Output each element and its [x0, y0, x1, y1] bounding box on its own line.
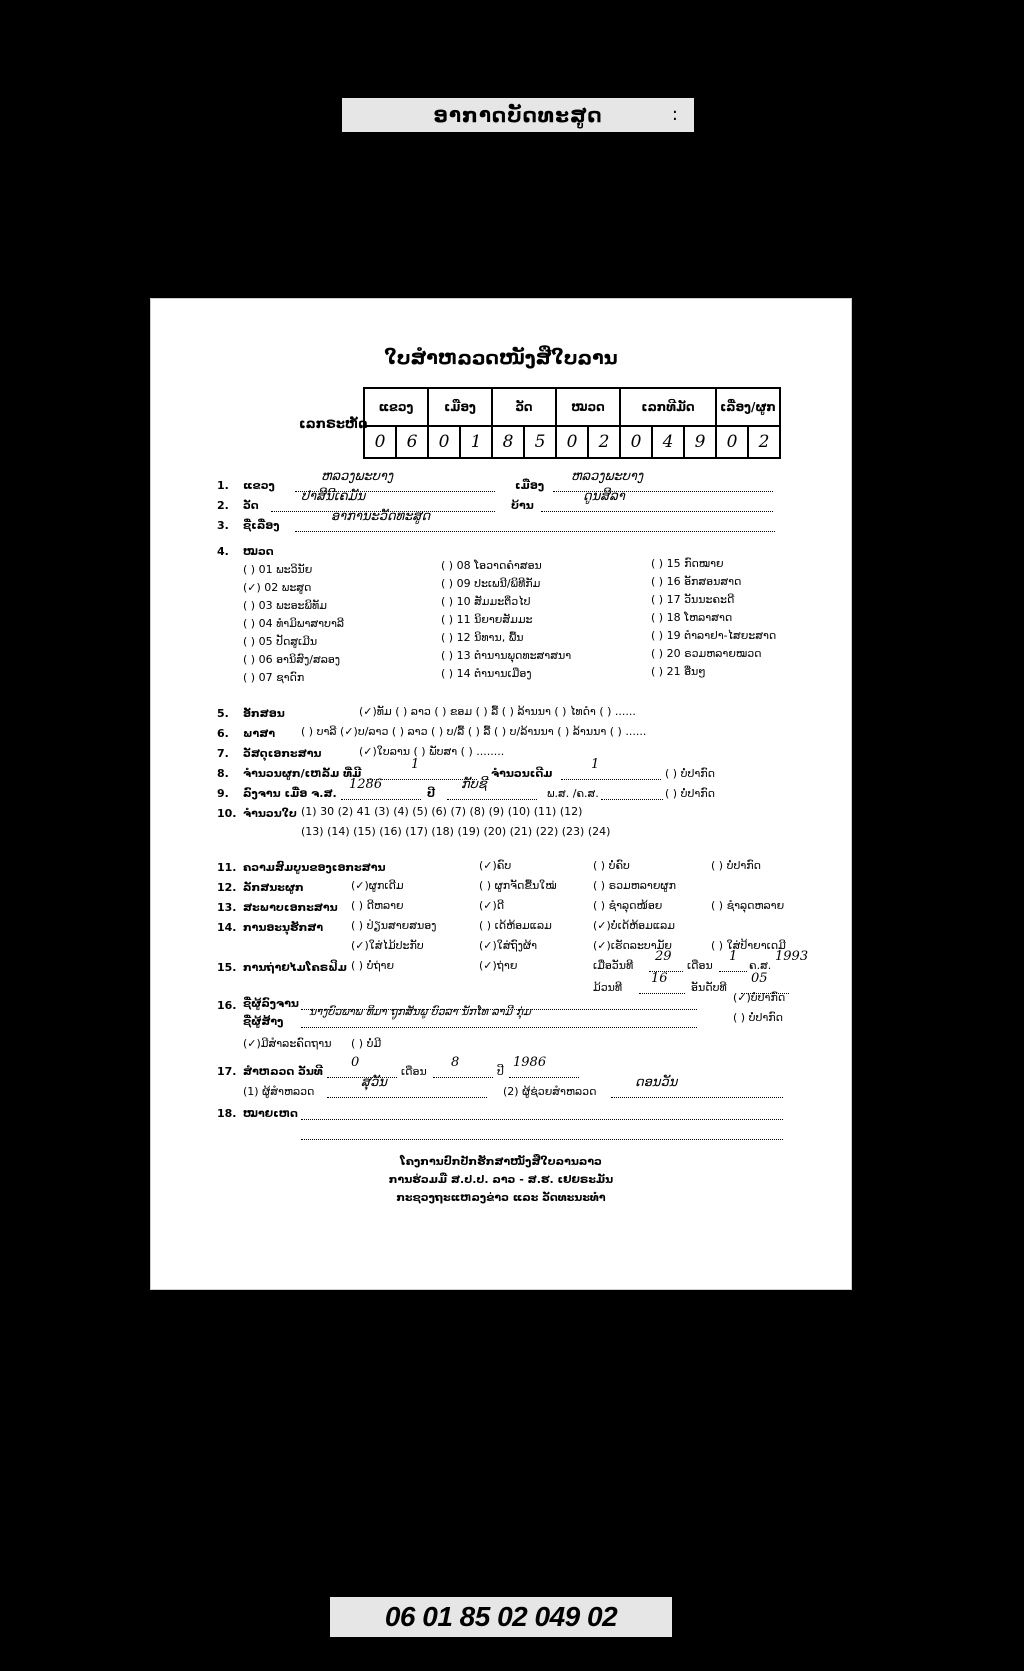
category-19[interactable]: ( ) 19 ຕຳລາຢາ-ໄສຍະສາດ [651, 629, 777, 642]
field-9-unknown[interactable]: ( ) ບໍ່ປາກົດ [665, 787, 715, 800]
material-options[interactable]: (✓)ໃບລານ ( ) ພັບສາ ( ) ........ [359, 745, 505, 758]
survey-month: 8 [451, 1055, 460, 1070]
field-9-year-value: ກັບຊີ [461, 777, 487, 792]
survey-year-label: ປີ [497, 1065, 504, 1078]
field-8b-line [561, 765, 661, 780]
category-06[interactable]: ( ) 06 ອານິສົງ/ສລອງ [243, 653, 341, 666]
surveyor-label: (1) ຜູ້ສຳຫລວດ [243, 1085, 315, 1098]
microfilm-not-filmed[interactable]: ( ) ບໍ່ຖ່າຍ [351, 959, 395, 972]
merit-record-no[interactable]: ( ) ບໍ່ມີ [351, 1037, 382, 1050]
field-11-label: ຄວາມສົມບູນຂອງເອກະສານ [243, 861, 386, 874]
field-8b-label: ຈຳນວນເດີມ [491, 767, 553, 780]
microfilm-day: 29 [655, 949, 672, 964]
field-9-year-label: ປີ [427, 787, 435, 800]
footer-ministry: ກະຊວງຖະແຫລງຂ່າວ ແລະ ວັດທະນະທຳ [396, 1191, 606, 1204]
field-10-number: 10. [217, 807, 237, 820]
assistant-label: (2) ຜູ້ຊ່ວຍສຳຫລວດ [503, 1085, 597, 1098]
field-1b-value: ຫລວງພະບາງ [571, 469, 644, 484]
field-2b-line [541, 497, 773, 512]
field-3-number: 3. [217, 519, 229, 532]
field-14-label: ການອະນຸຮັກສາ [243, 921, 324, 934]
field-3-value: ອາການະວັດທະສູດ [331, 509, 431, 524]
survey-day: 0 [351, 1055, 360, 1070]
field-8-unknown[interactable]: ( ) ບໍ່ປາກົດ [665, 767, 715, 780]
manuscript-code-strip [330, 1597, 672, 1637]
microfilm-date-label: ເມື່ອວັນທີ [593, 959, 634, 972]
field-5-number: 5. [217, 707, 229, 720]
code-digit: 9 [684, 426, 716, 458]
assistant-value: ດອນວັນ [635, 1075, 678, 1090]
category-04[interactable]: ( ) 04 ທໍາມິພາສາບາລີ [243, 617, 345, 630]
bundle-rebuilt[interactable]: ( ) ຜູກຈັດຂື້ນໃໝ່ [479, 879, 557, 892]
field-5-label: ອັກສອນ [243, 707, 285, 720]
field-1-label: ແຂວງ [243, 479, 275, 492]
code-header-district: ເມືອງ [428, 388, 492, 426]
field-1b-label: ເມືອງ [515, 479, 545, 492]
archive-title-colon: : [671, 104, 678, 125]
field-15-number: 15. [217, 961, 237, 974]
completeness-incomplete[interactable]: ( ) ບໍ່ຄົບ [593, 859, 630, 872]
field-6-number: 6. [217, 727, 229, 740]
survey-month-line [433, 1063, 493, 1078]
code-digit: 0 [364, 426, 396, 458]
category-15[interactable]: ( ) 15 ກົດໝາຍ [651, 557, 724, 570]
language-options[interactable]: ( ) ບາລີ (✓)ບ/ລາວ ( ) ລາວ ( ) ບ/ລື້ ( ) ລື້ ( ) ບ/ລ້ານນາ ( ) ລ້ານນາ ( ) ...... [301, 725, 647, 738]
category-08[interactable]: ( ) 08 ໂອວາດຄຳສອນ [441, 559, 542, 572]
field-18-label: ໝາຍເຫດ [243, 1107, 298, 1120]
surveyor-line [327, 1083, 487, 1098]
field-8-label: ຈຳນວນຜູກ/ເຫລັ້ມ ທີ່ມີ [243, 767, 362, 780]
field-3-label: ຊື່ເລື່ອງ [243, 519, 280, 532]
field-12-number: 12. [217, 881, 237, 894]
field-9-number: 9. [217, 787, 229, 800]
field-9-label: ລົງຈານ ເມື່ອ ຈ.ສ. [243, 787, 337, 800]
microfilm-filmed[interactable]: (✓)ຖ່າຍ [479, 959, 518, 972]
field-16-label: ຊື່ຜູ້ລົງຈານ [243, 997, 299, 1010]
field-11-number: 11. [217, 861, 237, 874]
field-4-number: 4. [217, 545, 229, 558]
category-03[interactable]: ( ) 03 ພະອະພິທັມ [243, 599, 327, 612]
code-digit: 2 [588, 426, 620, 458]
code-digit: 0 [716, 426, 748, 458]
field-4-label: ໝວດ [243, 545, 274, 558]
field-2b-label: ບ້ານ [511, 499, 534, 512]
field-1-value: ຫລວງພະບາງ [321, 469, 394, 484]
category-10[interactable]: ( ) 10 ສັມມະຕິ່ວໄປ [441, 595, 531, 608]
code-digit: 0 [428, 426, 460, 458]
form-title: ໃບສຳຫລວດໜັງສືໃບລານ [384, 347, 618, 369]
field-7-number: 7. [217, 747, 229, 760]
category-01[interactable]: ( ) 01 ພະວິນັຍ [243, 563, 313, 576]
conservation-labelled[interactable]: (✓)ເຮັດລະບາມັຍ [593, 939, 672, 952]
code-header-province: ແຂວງ [364, 388, 428, 426]
field-16b-value: ນາງບົວພາພ ທິມາ ຖູກສັນພູ ບົວລາ ນັກໂທ ລາມີ ກຸ່ມ [309, 1005, 531, 1018]
code-digit: 8 [492, 426, 524, 458]
code-table [363, 387, 781, 459]
field-16-unknown[interactable]: (✓)ບໍ່ປາກົດ [733, 991, 786, 1004]
remarks-line-2 [301, 1125, 783, 1140]
microfilm-year: 1993 [775, 949, 809, 964]
category-07[interactable]: ( ) 07 ຊາດົກ [243, 671, 305, 684]
leaf-count-row-1: (1) 30 (2) 41 (3) (4) (5) (6) (7) (8) (9) (10) (11) (12) [301, 805, 583, 818]
manuscript-code: 06 01 85 02 049 02 [384, 1601, 618, 1632]
category-02[interactable]: (✓) 02 ພະສູດ [243, 581, 312, 594]
field-8-value: 1 [411, 757, 420, 772]
code-digit: 6 [396, 426, 428, 458]
code-digit: 2 [748, 426, 780, 458]
category-18[interactable]: ( ) 18 ໂຫລາສາດ [651, 611, 733, 624]
code-digit: 0 [556, 426, 588, 458]
category-12[interactable]: ( ) 12 ນິທານ, ພື້ນ [441, 631, 524, 644]
field-6-label: ພາສາ [243, 727, 276, 740]
microfilm-seq-label: ອັນດັບທີ [691, 981, 727, 994]
remarks-line-1 [301, 1105, 783, 1120]
bundle-combined[interactable]: ( ) ຣວມຫລາຍຜູກ [593, 879, 676, 892]
field-17-number: 17. [217, 1065, 237, 1078]
survey-year: 1986 [513, 1055, 547, 1070]
condition-slightly-damaged[interactable]: ( ) ຊຳລຸດໜ້ອຍ [593, 899, 663, 912]
surveyor-value: ສຸວັນ [361, 1075, 387, 1090]
survey-form-sheet [150, 298, 852, 1290]
conservation-new-string[interactable]: ( ) ປ່ຽນສາຍສນອງ [351, 919, 437, 932]
field-2b-value: ດູນສີລາ [583, 489, 625, 504]
field-2-label: ວັດ [243, 499, 259, 512]
category-16[interactable]: ( ) 16 ອັກສອນສາດ [651, 575, 742, 588]
code-digit: 1 [460, 426, 492, 458]
field-14-number: 14. [217, 921, 237, 934]
survey-month-label: ເດືອນ [401, 1065, 427, 1078]
script-options[interactable]: (✓)ທັມ ( ) ລາວ ( ) ຂອມ ( ) ລື້ ( ) ລ້ານນາ ( ) ໄທດຳ ( ) ...... [359, 705, 636, 718]
microfilm-month: 1 [729, 949, 738, 964]
footer-project: ໂຄງການປົກປັກຮັກສາໜັງສືໃບລານລາວ [400, 1155, 602, 1168]
field-9-era: ພ.ສ. /ຄ.ສ. [547, 787, 599, 800]
field-16b-unknown[interactable]: ( ) ບໍ່ປາກົດ [733, 1011, 783, 1024]
code-header-bundle: ເລກທີມັດ [620, 388, 716, 426]
code-digit: 5 [524, 426, 556, 458]
conservation-cloth-bag[interactable]: (✓)ໃສ່ຖົງຜ້າ [479, 939, 538, 952]
field-13-label: ສະພາບເອກະສານ [243, 901, 338, 914]
completeness-complete[interactable]: (✓)ຄົບ [479, 859, 512, 872]
category-13[interactable]: ( ) 13 ຕໍານານພຸດທະສາສນາ [441, 649, 572, 662]
field-7-label: ວັສດຸເອກະສານ [243, 747, 322, 760]
field-13-number: 13. [217, 901, 237, 914]
completeness-unknown[interactable]: ( ) ບໍ່ປາກົດ [711, 859, 761, 872]
bundle-original[interactable]: (✓)ຜູກເດີມ [351, 879, 404, 892]
field-16b-label: ຊື່ຜູ້ສ້າງ [243, 1015, 284, 1028]
footer-cooperation: ການຮ່ວມມື ສ.ປ.ປ. ລາວ - ສ.ຮ. ເຢຍຣະມັນ [388, 1173, 614, 1186]
field-9-era-line [601, 785, 663, 800]
code-digit: 4 [652, 426, 684, 458]
archive-title: ອາກາດບັດທະສູດ [433, 103, 603, 127]
field-1-number: 1. [217, 479, 229, 492]
field-16-number: 16. [217, 999, 237, 1012]
field-10-label: ຈຳນວນໃບ [243, 807, 297, 820]
category-14[interactable]: ( ) 14 ຕໍານານເມືອງ [441, 667, 532, 680]
code-header-category: ໝວດ [556, 388, 620, 426]
code-digit: 0 [620, 426, 652, 458]
conservation-old-label[interactable]: ( ) ໃສ່ປ້າຍາເດມີ [711, 939, 786, 952]
merit-record-yes[interactable]: (✓)ມີສຳລະຄົດຖານ [243, 1037, 332, 1050]
microfilm-year-label: ຄ.ສ. [749, 959, 772, 972]
category-21[interactable]: ( ) 21 ອື່ນໆ [651, 665, 706, 678]
condition-good[interactable]: (✓)ດີ [479, 899, 505, 912]
microfilm-month-label: ເດືອນ [687, 959, 713, 972]
category-09[interactable]: ( ) 09 ປະເພນີ/ພິທີກັມ [441, 577, 541, 590]
field-15-label: ການຖ່າຍໄມໂຄຣຟິມ [243, 961, 347, 974]
field-8b-value: 1 [591, 757, 600, 772]
condition-badly-damaged[interactable]: ( ) ຊຳລຸດຫລາຍ [711, 899, 785, 912]
microfilm-roll-label: ມ້ວນທີ [593, 981, 623, 994]
field-2-value: ປາສີນີເຄມັນ [301, 489, 366, 504]
conservation-not-repaired[interactable]: (✓)ບໍ່ເດ້ຫ້ອມແລມ [593, 919, 675, 932]
category-11[interactable]: ( ) 11 ນິຍາຍສັມມະ [441, 613, 533, 626]
microfilm-seq: 05 [751, 971, 768, 986]
microfilm-roll: 16 [651, 971, 668, 986]
field-2-number: 2. [217, 499, 229, 512]
field-8-number: 8. [217, 767, 229, 780]
code-header-temple: ວັດ [492, 388, 556, 426]
condition-very-good[interactable]: ( ) ດີຫລາຍ [351, 899, 404, 912]
code-label: ເລກຣະຫັດ [299, 417, 368, 432]
conservation-repaired[interactable]: ( ) ເດ້ຫ້ອມແລມ [479, 919, 552, 932]
conservation-wooden-covers[interactable]: (✓)ໃສ່ໄມ້ປະກັບ [351, 939, 424, 952]
category-17[interactable]: ( ) 17 ວັນນະຄະດີ [651, 593, 735, 606]
category-05[interactable]: ( ) 05 ປັດສູເມີນ [243, 635, 318, 648]
leaf-count-row-2: (13) (14) (15) (16) (17) (18) (19) (20) (21) (22) (23) (24) [301, 825, 611, 838]
category-20[interactable]: ( ) 20 ຣວມຫລາຍໝວດ [651, 647, 762, 660]
field-12-label: ລັກສນະຜູກ [243, 881, 304, 894]
archive-title-strip [342, 98, 694, 132]
field-17-label: ສຳຫລວດ ວັນທີ [243, 1065, 323, 1078]
field-9-value: 1286 [349, 777, 383, 792]
code-header-fascicle: ເລື່ອງ/ຜູກ [716, 388, 780, 426]
field-18-number: 18. [217, 1107, 237, 1120]
